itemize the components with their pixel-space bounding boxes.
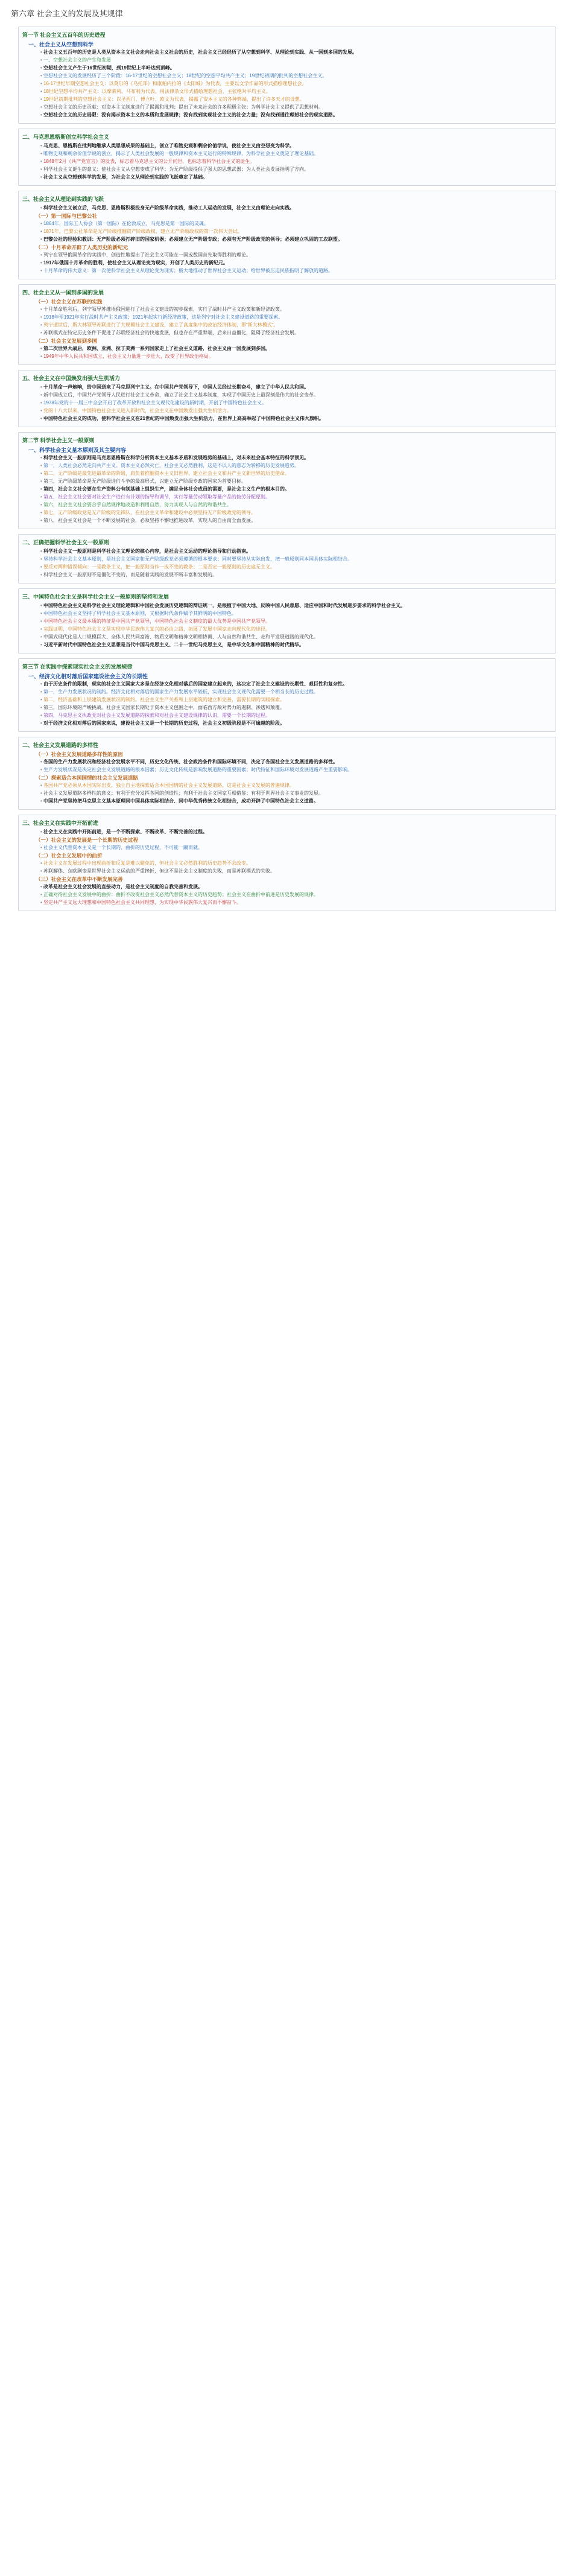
outline-point: • 马克思、恩格斯在批判地继承人类思想成果的基础上，创立了唯物史观和剩余价值学说，使社会主义由空想变为科学。 xyxy=(40,142,552,149)
outline-point: • 第七，无产阶级政党是无产阶级的先锋队，在社会主义革命和建设中必须坚持无产阶级政党的领导。 xyxy=(40,509,552,516)
section-block xyxy=(18,191,556,279)
subsection-heading: 一、社会主义从空想到科学 xyxy=(28,42,94,48)
outline-point: • 第三，无产阶级革命是无产阶级进行斗争的最高形式，以建立无产阶级专政的国家为首要目标。 xyxy=(40,478,552,485)
outline-point: • 第六，社会主义社会要合乎自然规律地改造和利用自然，努力实现人与自然的和谐共生。 xyxy=(40,501,552,508)
outline-point: • 1864年，国际工人协会（第一国际）在伦敦成立，马克思是第一国际的灵魂。 xyxy=(40,220,552,227)
outline-point: • 苏联模式在特定历史条件下促进了苏联经济社会的快速发展，但也存在严重弊端，后来日益僵化，阻碍了经济社会发展。 xyxy=(40,329,552,336)
outline-point: • 科学社会主义诞生的意义：使社会主义从空想变成了科学；为无产阶级提供了强大的思想武器；为人类社会发展指明了方向。 xyxy=(40,166,552,173)
subheading: （二）社会主义发展到多国 xyxy=(36,338,98,344)
subheading: （二）社会主义发展中的曲折 xyxy=(36,853,103,859)
section-block xyxy=(18,737,556,810)
subheading: （三）社会主义在改革中不断发展完善 xyxy=(36,876,123,882)
document-body xyxy=(13,27,556,911)
outline-point: • 空想社会主义产生于16世纪初期，到19世纪上半叶达到顶峰。 xyxy=(40,65,552,71)
subsection-heading: 一、科学社会主义基本原则及其主要内容 xyxy=(28,447,127,453)
outline-point: • 对于经济文化相对落后的国家来说，建设社会主义是一个长期的历史过程，社会主义初级阶段是不可逾越的阶段。 xyxy=(40,720,552,727)
outline-point: • 社会主义代替资本主义是一个长期的、曲折的历史过程，不可能一蹴而就。 xyxy=(40,844,552,851)
outline-point: • 空想社会主义的发展经历了三个阶段：16-17世纪的空想社会主义；18世纪的空想平均共产主义；19世纪初期的批判的空想社会主义。 xyxy=(40,72,552,79)
outline-point: • 苏联解体、东欧剧变是世界社会主义运动的严重挫折，但这不是社会主义制度的失败，而是苏联模式的失败。 xyxy=(40,868,552,874)
subheading: （二）十月革命开辟了人类历史的新纪元 xyxy=(36,244,128,250)
document-title: 第六章 社会主义的发展及其规律 xyxy=(11,9,123,18)
section-block xyxy=(18,370,556,427)
outline-point: • 第二，经济基础和上层建筑发展状况的制约。社会主义生产关系和上层建筑的建立和完善，需要长期的实践探索。 xyxy=(40,696,552,703)
outline-point: • 坚定共产主义远大理想和中国特色社会主义共同理想，为实现中华民族伟大复兴而不懈奋斗。 xyxy=(40,899,552,906)
section-block xyxy=(18,432,556,529)
outline-point: • 由于历史条件的限制，现实的社会主义国家大多是在经济文化相对落后的国家建立起来的，这决定了社会主义建设的长期性、艰巨性和复杂性。 xyxy=(40,681,552,687)
outline-point: • 实践证明，中国特色社会主义是实现中华民族伟大复兴的必由之路，拓展了发展中国家走向现代化的途径。 xyxy=(40,626,552,632)
outline-point: • 改革是社会主义社会发展的直接动力，是社会主义制度的自我完善和发展。 xyxy=(40,883,552,890)
section-title: 四、社会主义从一国到多国的发展 xyxy=(22,290,104,296)
section-title: 五、社会主义在中国焕发出强大生机活力 xyxy=(22,375,121,381)
outline-point: • 空想社会主义的历史局限：没有揭示资本主义的本质和发展规律；没有找到实现社会主义的社会力量；没有找到通往理想社会的现实道路。 xyxy=(40,112,552,118)
section-title: 三、社会主义从理论到实践的飞跃 xyxy=(22,196,104,202)
outline-point: • 中国特色社会主义的成功，使科学社会主义在21世纪的中国焕发出强大生机活力，在世界上高高举起了中国特色社会主义伟大旗帜。 xyxy=(40,415,552,422)
outline-point: • 第一，人类社会必然走向共产主义。资本主义必然灭亡，社会主义必然胜利，这是不以人的意志为转移的历史发展趋势。 xyxy=(40,462,552,469)
outline-point: • 19世纪初期批判的空想社会主义：以圣西门、傅立叶、欧文为代表，揭露了资本主义的各种弊端，提出了许多天才的设想。 xyxy=(40,96,552,103)
outline-point: • 第三，国际环境的严峻挑战。社会主义国家长期处于资本主义包围之中，面临西方敌对势力的遏制、渗透和颠覆。 xyxy=(40,704,552,711)
outline-point: • 第八，社会主义社会是一个不断发展的社会，必须坚持不懈地推进改革，实现人的自由而全面发展。 xyxy=(40,517,552,524)
section-block xyxy=(18,534,556,584)
outline-point: • 正确对待社会主义发展中的曲折：曲折不改变社会主义必然代替资本主义的历史趋势；社会主义在曲折中前进是历史发展的规律。 xyxy=(40,891,552,898)
outline-point: • 各国的生产力发展状况和经济社会发展水平不同，历史文化传统、社会政治条件和国际环境不同，决定了各国社会主义发展道路的多样性。 xyxy=(40,758,552,765)
subheading: （一）第一国际与巴黎公社 xyxy=(36,213,98,219)
outline-point: • 1917年俄国十月革命的胜利，使社会主义从理论变为现实，开创了人类历史的新纪元。 xyxy=(40,259,552,266)
outline-point: • 空想社会主义的历史贡献：对资本主义制度进行了揭露和批判；提出了未来社会的许多积极主张；为科学社会主义提供了思想材料。 xyxy=(40,104,552,110)
outline-point: • 中国特色社会主义是科学社会主义理论逻辑和中国社会发展历史逻辑的辩证统一，是根植于中国大地、反映中国人民意愿、适应中国和时代发展进步要求的科学社会主义。 xyxy=(40,602,552,609)
outline-point: • 社会主义在实践中开拓前进，是一个不断探索、不断改革、不断完善的过程。 xyxy=(40,828,552,835)
section-title: 二、正确把握科学社会主义一般原则 xyxy=(22,539,110,545)
outline-point: • 第二次世界大战后，欧洲、亚洲、拉丁美洲一系列国家走上了社会主义道路，社会主义由一国发展到多国。 xyxy=(40,345,552,352)
outline-point: • 生产力发展状况是决定社会主义发展道路的根本因素；历史文化传统是影响发展道路的重要因素；时代特征和国际环境对发展道路产生重要影响。 xyxy=(40,766,552,773)
outline-point: • 列宁逝世后，斯大林领导苏联进行了大规模社会主义建设，建立了高度集中的政治经济体制，即“斯大林模式”。 xyxy=(40,322,552,328)
section-title: 二、社会主义发展道路的多样性 xyxy=(22,742,99,748)
outline-point: • 科学社会主义一般原则是马克思恩格斯在科学分析资本主义基本矛盾和发展趋势的基础上，对未来社会基本特征的科学预见。 xyxy=(40,454,552,461)
outline-point: • 1978年党的十一届三中全会开启了改革开放和社会主义现代化建设的新时期，开创了中国特色社会主义。 xyxy=(40,399,552,406)
section-title: 二、马克思恩格斯创立科学社会主义 xyxy=(22,134,110,140)
outline-point: • 科学社会主义一般原则是科学社会主义理论的核心内容，是社会主义运动的理论指导和行动指南。 xyxy=(40,548,552,555)
outline-point: • 十月革命胜利后，列宁领导苏维埃俄国进行了社会主义建设的初步探索，实行了战时共产主义政策和新经济政策。 xyxy=(40,306,552,313)
subsection-heading: 一、经济文化相对落后国家建设社会主义的长期性 xyxy=(28,673,148,679)
outline-point: • 科学社会主义创立后，马克思、恩格斯积极投身无产阶级革命实践，推动工人运动的发展，社会主义由理论走向实践。 xyxy=(40,205,552,211)
outline-point: • 一、空想社会主义的产生和发展 xyxy=(40,57,552,63)
outline-point: • 第二，无产阶级是最先进最革命的阶级，肩负着推翻资本主义旧世界、建立社会主义和共产主义新世界的历史使命。 xyxy=(40,470,552,477)
outline-point: • 十月革命的伟大意义：第一次使科学社会主义从理论变为现实；极大地推动了世界社会主义运动；给世界被压迫民族指明了解放的道路。 xyxy=(40,267,552,274)
outline-point: • 1848年2月《共产党宣言》的发表，标志着马克思主义的公开问世，也标志着科学社会主义的诞生。 xyxy=(40,158,552,165)
outline-point: • 社会主义五百年的历史是人类从资本主义社会走向社会主义社会的历史，社会主义已经经历了从空想到科学、从理论到实践、从一国到多国的发展。 xyxy=(40,49,552,56)
outline-point: • 巴黎公社的经验和教训：无产阶级必须打碎旧的国家机器；必须建立无产阶级专政；必须有无产阶级政党的领导；必须建立巩固的工农联盟。 xyxy=(40,236,552,243)
outline-point: • 第四，社会主义社会要在生产资料公有制基础上组织生产，满足全体社会成员的需要，是社会主义生产的根本目的。 xyxy=(40,486,552,492)
outline-point: • 16-17世纪早期空想社会主义：以莫尔的《乌托邦》和康帕内拉的《太阳城》为代表，主要以文学作品的形式描绘理想社会。 xyxy=(40,80,552,87)
subheading: （一）社会主义发展道路多样性的原因 xyxy=(36,751,123,757)
outline-point: • 唯物史观和剩余价值学说的创立，揭示了人类社会发展的一般规律和资本主义运行的特殊规律，为科学社会主义奠定了理论基础。 xyxy=(40,150,552,157)
subheading: （一）社会主义在苏联的实践 xyxy=(36,299,103,305)
section-title: 第一节 社会主义五百年的历史进程 xyxy=(22,32,106,38)
outline-point: • 列宁在领导俄国革命的实践中，创造性地提出了社会主义可能在一国或数国首先取得胜利的理论。 xyxy=(40,252,552,258)
section-title: 第二节 科学社会主义一般原则 xyxy=(22,437,95,444)
section-block xyxy=(18,129,556,186)
outline-point: • 十月革命一声炮响，给中国送来了马克思列宁主义。在中国共产党领导下，中国人民经过长期奋斗，建立了中华人民共和国。 xyxy=(40,384,552,390)
outline-point: • 中国特色社会主义坚持了科学社会主义基本原则，又根据时代条件赋予其鲜明的中国特色。 xyxy=(40,610,552,617)
subheading: （二）探索适合本国国情的社会主义发展道路 xyxy=(36,775,139,781)
section-block xyxy=(18,815,556,911)
outline-point: • 习近平新时代中国特色社会主义思想是当代中国马克思主义、二十一世纪马克思主义，是中华文化和中国精神的时代精华。 xyxy=(40,641,552,648)
outline-point: • 各国共产党必须从本国实际出发，独立自主地探索适合本国国情的社会主义发展道路，这是社会主义发展的普遍规律。 xyxy=(40,782,552,789)
outline-point: • 18世纪空想平均共产主义：以摩莱利、马布利为代表，用法律条文形式描绘理想社会，主张绝对平均主义。 xyxy=(40,88,552,95)
outline-point: • 社会主义从空想到科学的发展，为社会主义从理论到实践的飞跃奠定了基础。 xyxy=(40,174,552,180)
outline-point: • 第一，生产力发展状况的制约。经济文化相对落后的国家生产力发展水平较低，实现社会主义现代化需要一个相当长的历史过程。 xyxy=(40,689,552,695)
section-title: 三、社会主义在实践中开拓前进 xyxy=(22,820,99,826)
section-title: 三、中国特色社会主义是科学社会主义一般原则的坚持和发展 xyxy=(22,594,169,600)
outline-point: • 1871年，巴黎公社革命是无产阶级推翻资产阶级政权、建立无产阶级政权的第一次伟大尝试。 xyxy=(40,228,552,235)
section-block xyxy=(18,284,556,365)
subheading: （一）社会主义的发展是一个长期的历史过程 xyxy=(36,837,139,843)
outline-point: • 1918年至1921年实行战时共产主义政策；1921年起实行新经济政策，这是列宁对社会主义建设道路的重要探索。 xyxy=(40,314,552,320)
section-block xyxy=(18,658,556,732)
section-block xyxy=(18,588,556,654)
outline-point: • 科学社会主义一般原则不是僵化不变的，而是随着实践的发展不断丰富和发展的。 xyxy=(40,571,552,578)
outline-point: • 第五，社会主义社会要对社会生产进行有计划的指导和调节，实行等量劳动领取等量产品的按劳分配原则。 xyxy=(40,494,552,500)
section-title: 第三节 在实践中探索现实社会主义的发展规律 xyxy=(22,664,133,670)
outline-point: • 1949年中华人民共和国成立，社会主义力量进一步壮大，改变了世界政治格局。 xyxy=(40,353,552,360)
outline-point: • 要反对两种错误倾向：一是教条主义，把一般原则当作一成不变的教条；二是否定一般原则的历史虚无主义。 xyxy=(40,564,552,570)
outline-point: • 第四，马克思主义执政党对社会主义发展道路的探索和对社会主义建设规律的认识，需要一个长期的过程。 xyxy=(40,712,552,719)
outline-point: • 社会主义在发展过程中出现曲折和反复是难以避免的，但社会主义必然胜利的历史趋势不会改变。 xyxy=(40,860,552,867)
section-block xyxy=(18,27,556,124)
outline-point: • 坚持科学社会主义基本原则，是社会主义国家和无产阶级政党必须遵循的根本要求；同时要坚持从实际出发，把一般原则同本国具体实际相结合。 xyxy=(40,556,552,562)
outline-point: • 中国特色社会主义最本质的特征是中国共产党领导，中国特色社会主义制度的最大优势是中国共产党领导。 xyxy=(40,618,552,625)
outline-point: • 社会主义发展道路多样性的意义：有利于充分发挥各国的创造性；有利于社会主义国家互相借鉴；有利于世界社会主义事业的发展。 xyxy=(40,790,552,797)
outline-point: • 中国共产党坚持把马克思主义基本原理同中国具体实际相结合、同中华优秀传统文化相结合，成功开辟了中国特色社会主义道路。 xyxy=(40,798,552,804)
outline-point: • 党的十八大以来，中国特色社会主义进入新时代，社会主义在中国焕发出强大生机活力。 xyxy=(40,407,552,414)
outline-point: • 中国式现代化是人口规模巨大、全体人民共同富裕、物质文明和精神文明相协调、人与自然和谐共生、走和平发展道路的现代化。 xyxy=(40,634,552,640)
outline-point: • 新中国成立后，中国共产党领导人民进行社会主义革命，确立了社会主义基本制度，实现了中国历史上最深刻最伟大的社会变革。 xyxy=(40,392,552,398)
